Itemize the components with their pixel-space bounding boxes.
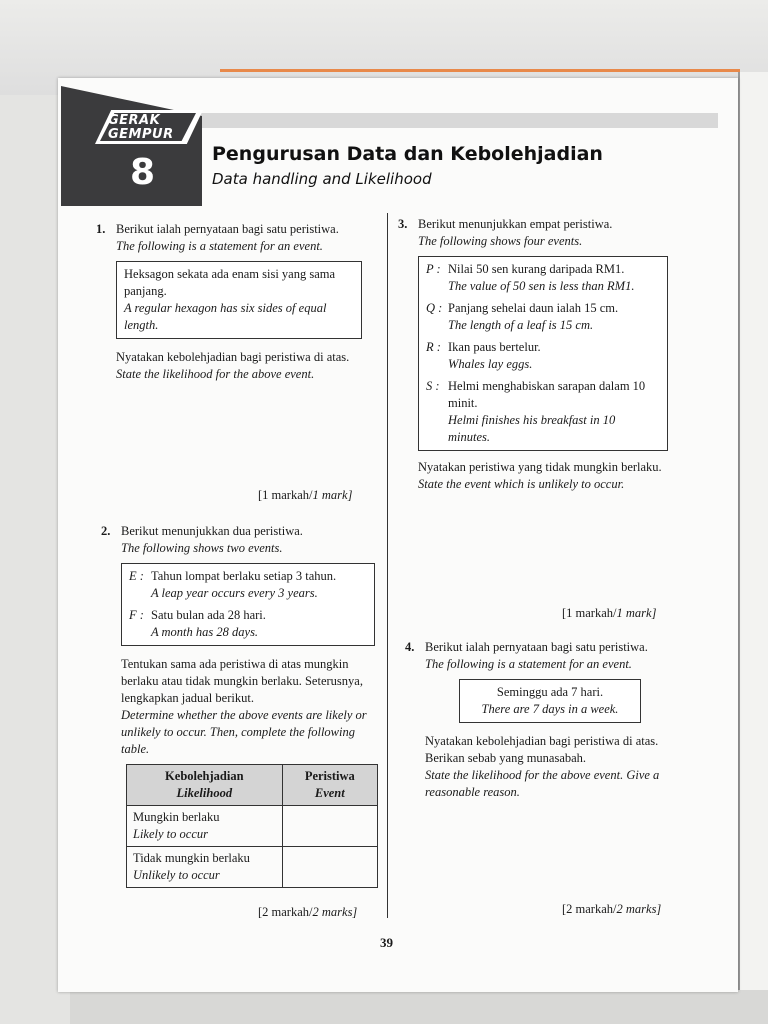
- question-number: 3.: [398, 217, 408, 231]
- row-label-english: Likely to occur: [133, 827, 208, 841]
- instruction-malay: Nyatakan peristiwa yang tidak mungkin berlaku.: [418, 460, 662, 474]
- events-box: [121, 563, 375, 646]
- marks-q2: [258, 905, 357, 920]
- chapter-title-malay: Pengurusan Data dan Kebolehjadian: [212, 143, 603, 165]
- instruction-malay: Nyatakan kebolehjadian bagi peristiwa di atas. Berikan sebab yang munasabah.: [425, 734, 659, 765]
- event-english: Helmi finishes his breakfast in 10 minutes.: [448, 413, 616, 444]
- instruction-malay: Nyatakan kebolehjadian bagi peristiwa di atas.: [116, 350, 350, 364]
- marks-malay: [1 markah/: [562, 606, 617, 620]
- page-number: 39: [380, 935, 393, 950]
- event-label: P :: [426, 262, 441, 276]
- event-r: [426, 339, 660, 373]
- question-1: [96, 221, 368, 383]
- event-malay: Helmi menghabiskan sarapan dalam 10 minit.: [448, 379, 646, 410]
- statement-malay: Heksagon sekata ada enam sisi yang sama panjang.: [124, 267, 336, 298]
- event-q: [426, 300, 660, 334]
- question-4: [405, 639, 681, 801]
- likelihood-table: [126, 764, 378, 888]
- event-malay: Satu bulan ada 28 hari.: [151, 608, 266, 622]
- statement-box: [459, 679, 641, 723]
- question-intro-malay: Berikut menunjukkan dua peristiwa.: [121, 524, 303, 538]
- events-box: [418, 256, 668, 451]
- event-english: The value of 50 sen is less than RM1.: [448, 279, 635, 293]
- marks-q3: [562, 606, 656, 621]
- marks-malay: [2 markah/: [258, 905, 313, 919]
- event-f: [129, 607, 367, 641]
- marks-english: 2 marks]: [312, 905, 358, 919]
- event-malay: Ikan paus bertelur.: [448, 340, 541, 354]
- question-intro-malay: Berikut ialah pernyataan bagi satu peristiwa.: [425, 640, 648, 654]
- question-intro-malay: Berikut menunjukkan empat peristiwa.: [418, 217, 613, 231]
- row-label-malay: Mungkin berlaku: [133, 810, 220, 824]
- chapter-number: 8: [130, 152, 156, 193]
- question-intro-malay: Berikut ialah pernyataan bagi satu peristiwa.: [116, 222, 339, 236]
- event-label: Q :: [426, 301, 443, 315]
- instruction-english: State the event which is unlikely to occur.: [418, 477, 625, 491]
- background-bottom: [70, 990, 768, 1024]
- question-number: 1.: [96, 222, 106, 236]
- table-row: [127, 806, 378, 847]
- question-intro-english: The following is a statement for an event.: [425, 657, 632, 671]
- adjacent-page-edge: [738, 72, 768, 992]
- row-label-malay: Tidak mungkin berlaku: [133, 851, 250, 865]
- event-malay: Panjang sehelai daun ialah 15 cm.: [448, 301, 619, 315]
- column-divider: [387, 213, 388, 918]
- event-english: The length of a leaf is 15 cm.: [448, 318, 594, 332]
- marks-malay: [1 markah/: [258, 488, 313, 502]
- event-label: S :: [426, 379, 440, 393]
- instruction-english: State the likelihood for the above event.: [116, 367, 315, 381]
- marks-english: 1 mark]: [312, 488, 353, 502]
- table-row: [127, 847, 378, 888]
- table-header-event: [282, 765, 377, 806]
- header-malay: Peristiwa: [304, 769, 355, 783]
- event-malay: Nilai 50 sen kurang daripada RM1.: [448, 262, 625, 276]
- header-english: Likelihood: [176, 786, 233, 800]
- event-label: E :: [129, 569, 144, 583]
- badge-label-line1: GERAK: [108, 113, 161, 128]
- marks-english: 1 mark]: [616, 606, 657, 620]
- question-intro-english: The following is a statement for an event.: [116, 239, 323, 253]
- row-label: [127, 847, 283, 888]
- statement-box: [116, 261, 362, 339]
- event-english: A leap year occurs every 3 years.: [151, 586, 318, 600]
- page-top-edge: [220, 69, 740, 72]
- event-e: [129, 568, 367, 602]
- marks-q1: [258, 488, 352, 503]
- question-intro-english: The following shows four events.: [418, 234, 583, 248]
- marks-q4: [562, 902, 661, 917]
- header-malay: Kebolehjadian: [165, 769, 244, 783]
- row-label: [127, 806, 283, 847]
- question-number: 2.: [101, 524, 111, 538]
- marks-malay: [2 markah/: [562, 902, 617, 916]
- chapter-title-english: Data handling and Likelihood: [212, 170, 432, 188]
- question-2: [101, 523, 375, 888]
- instruction-english: Determine whether the above events are likely or unlikely to occur. Then, complete the following table.: [121, 708, 367, 756]
- row-label-english: Unlikely to occur: [133, 868, 220, 882]
- event-label: R :: [426, 340, 441, 354]
- marks-english: 2 marks]: [616, 902, 662, 916]
- question-intro-english: The following shows two events.: [121, 541, 283, 555]
- event-english: A month has 28 days.: [151, 625, 259, 639]
- table-header-likelihood: [127, 765, 283, 806]
- event-s: [426, 378, 660, 446]
- event-label: F :: [129, 608, 144, 622]
- question-number: 4.: [405, 640, 415, 654]
- statement-malay: Seminggu ada 7 hari.: [496, 685, 604, 699]
- event-malay: Tahun lompat berlaku setiap 3 tahun.: [151, 569, 337, 583]
- instruction-english: State the likelihood for the above event. Give a reasonable reason.: [425, 768, 660, 799]
- statement-english: There are 7 days in a week.: [481, 702, 619, 716]
- event-p: [426, 261, 660, 295]
- instruction-malay: Tentukan sama ada peristiwa di atas mungkin berlaku atau tidak mungkin berlaku. Seterusnya, lengkapkan jadual berikut.: [121, 657, 363, 705]
- event-english: Whales lay eggs.: [448, 357, 533, 371]
- question-3: [398, 216, 680, 493]
- header-english: Event: [314, 786, 345, 800]
- answer-cell[interactable]: [282, 806, 377, 847]
- badge-label-line2: GEMPUR: [108, 127, 174, 142]
- answer-cell[interactable]: [282, 847, 377, 888]
- statement-english: A regular hexagon has six sides of equal length.: [124, 301, 327, 332]
